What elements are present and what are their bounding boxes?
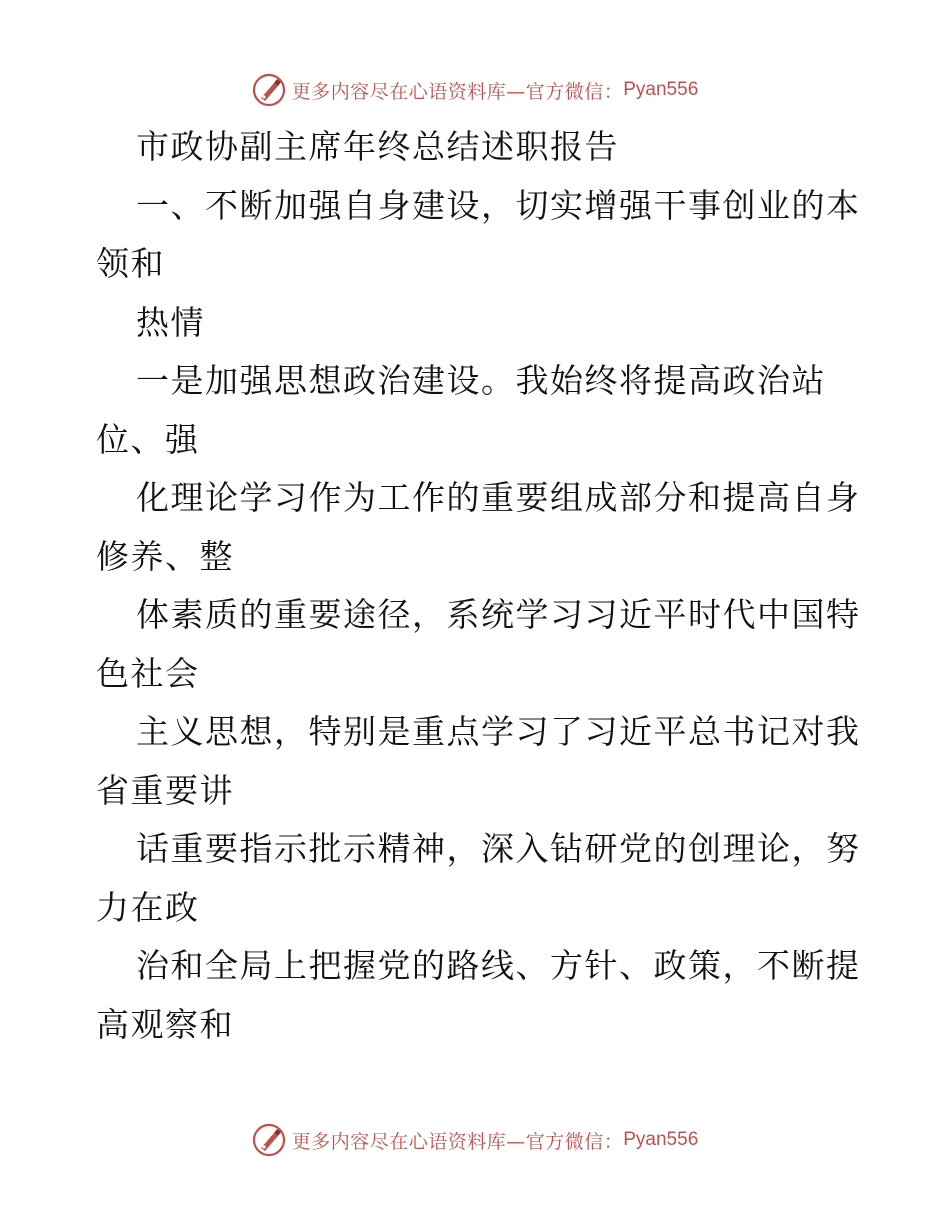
text-line: 化理论学习作为工作的重要组成部分和提高自身 — [136, 478, 861, 517]
text-line: 高观察和 — [96, 1004, 234, 1044]
watermark-text: 更多内容尽在心语资料库—官方微信： — [291, 1130, 624, 1153]
text-line: 体素质的重要途径，系统学习习近平时代中国特 — [136, 595, 861, 634]
text-line: 热情 — [136, 302, 205, 342]
watermark-handle: Pyan556 — [623, 1129, 699, 1150]
text-line: 修养、整 — [96, 536, 234, 576]
text-line: 领和 — [96, 244, 165, 283]
fountain-pen-logo-icon — [252, 73, 286, 107]
text-line: 一、不断加强自身建设，切实增强干事创业的本 — [136, 185, 861, 225]
text-line: 主义思想，特别是重点学习了习近平总书记对我 — [136, 712, 861, 751]
text-line: 省重要讲 — [96, 770, 234, 810]
text-line: 治和全局上把握党的路线、方针、政策，不断提 — [136, 946, 861, 985]
text-line: 话重要指示批示精神，深入钻研党的创理论，努 — [136, 829, 861, 868]
fountain-pen-logo-icon — [252, 1123, 286, 1157]
footer-watermark-banner — [0, 1120, 950, 1160]
text-line: 力在政 — [96, 887, 200, 927]
document-title: 市政协副主席年终总结述职报告 — [136, 127, 619, 166]
watermark-handle: Pyan556 — [623, 79, 699, 100]
document-body — [96, 118, 861, 1054]
text-line: 一是加强思想政治建设。我始终将提高政治站 — [136, 361, 826, 400]
watermark-text: 更多内容尽在心语资料库—官方微信： — [291, 80, 624, 103]
header-watermark-banner — [0, 70, 950, 110]
text-line: 位、强 — [96, 419, 200, 459]
text-line: 色社会 — [96, 653, 200, 693]
